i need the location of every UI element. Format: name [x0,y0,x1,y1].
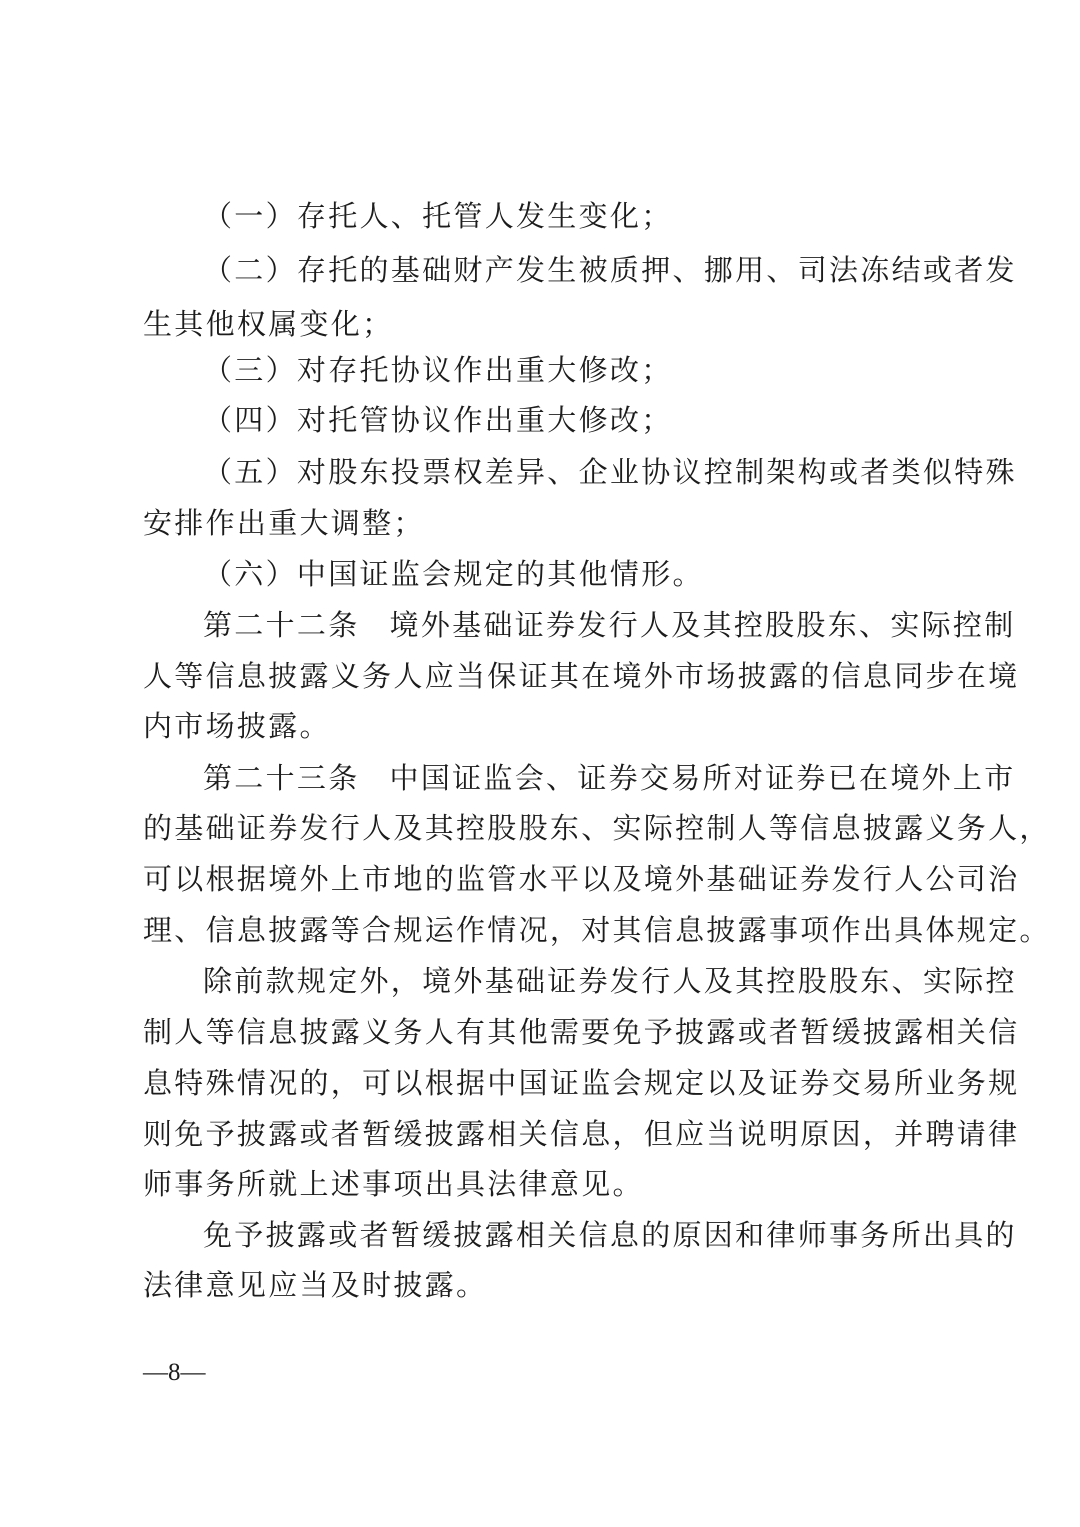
item-4: （四）对托管协议作出重大修改； [203,403,673,437]
item-6: （六）中国证监会规定的其他情形。 [203,557,704,591]
paragraph-2-line-2: 制人等信息披露义务人有其他需要免予披露或者暂缓披露相关信 [143,1015,1020,1049]
article-22-label: 第二十二条 [203,608,360,642]
paragraph-2-line-5: 师事务所就上述事项出具法律意见。 [143,1167,644,1201]
paragraph-3-line-1: 免予披露或者暂缓披露相关信息的原因和律师事务所出具的 [203,1218,1017,1252]
page-number: —8— [143,1359,206,1386]
paragraph-2-line-3: 息特殊情况的，可以根据中国证监会规定以及证券交易所业务规 [143,1066,1020,1100]
article-22-text: 境外基础证券发行人及其控股股东、实际控制 [389,608,1016,642]
item-1: （一）存托人、托管人发生变化； [203,199,673,233]
item-2-line-1: （二）存托的基础财产发生被质押、挪用、司法冻结或者发 [203,253,1017,287]
article-22-line-3: 内市场披露。 [143,709,331,743]
item-2-line-2: 生其他权属变化； [143,307,394,341]
item-5-line-2: 安排作出重大调整； [143,506,425,540]
article-23-line-1 [203,752,1016,804]
article-22-line-1 [203,599,1016,651]
article-23-text: 中国证监会、证券交易所对证券已在境外上市 [389,761,1016,795]
paragraph-2-line-4: 则免予披露或者暂缓披露相关信息，但应当说明原因，并聘请律 [143,1117,1020,1151]
article-22-line-2: 人等信息披露义务人应当保证其在境外市场披露的信息同步在境 [143,659,1020,693]
article-23-line-4: 理、信息披露等合规运作情况，对其信息披露事项作出具体规定。 [143,913,1051,947]
article-23-label: 第二十三条 [203,761,360,795]
item-3: （三）对存托协议作出重大修改； [203,353,673,387]
paragraph-3-line-2: 法律意见应当及时披露。 [143,1268,488,1302]
article-23-line-3: 可以根据境外上市地的监管水平以及境外基础证券发行人公司治 [143,862,1020,896]
article-23-line-2: 的基础证券发行人及其控股股东、实际控制人等信息披露义务人， [143,811,1051,845]
item-5-line-1: （五）对股东投票权差异、企业协议控制架构或者类似特殊 [203,455,1017,489]
paragraph-2-line-1: 除前款规定外，境外基础证券发行人及其控股股东、实际控 [203,964,1017,998]
